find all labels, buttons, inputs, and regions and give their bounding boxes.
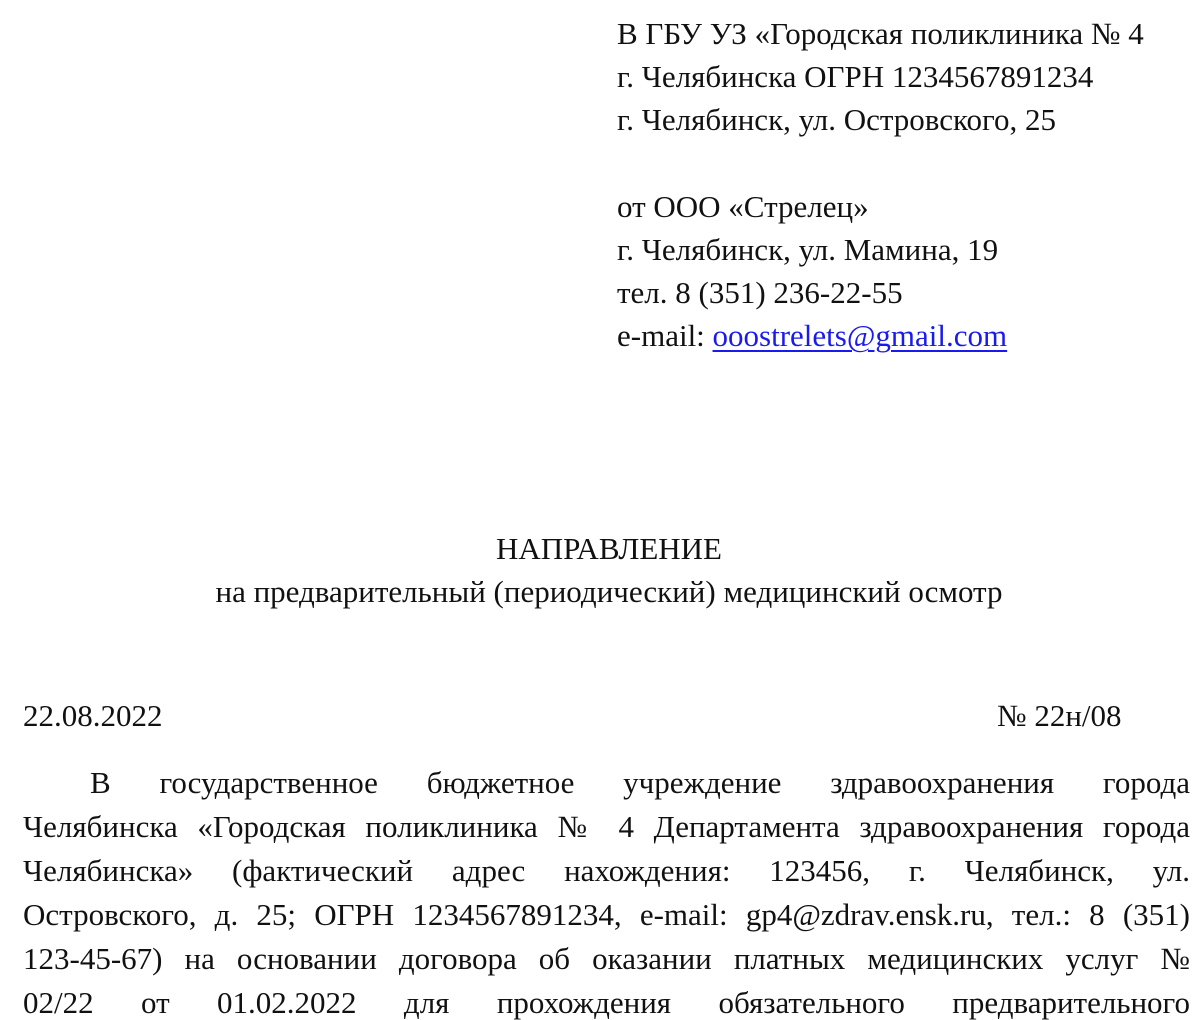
sender-phone: тел. 8 (351) 236-22-55 [617,275,903,310]
body-line: Челябинска» (фактический адрес нахождения: 123456, г. Челябинск, ул. [23,853,1190,888]
body-line: 02/22 от 01.02.2022 для прохождения обязательного предварительного [23,985,1190,1020]
addressee-line-3: г. Челябинск, ул. Островского, 25 [617,102,1056,137]
addressee-line-2: г. Челябинска ОГРН 1234567891234 [617,59,1094,94]
body-line: Островского, д. 25; ОГРН 1234567891234, e-mail: gp4@zdrav.ensk.ru, тел.: 8 (351) [23,897,1190,932]
addressee-line-1: В ГБУ УЗ «Городская поликлиника № 4 [617,16,1144,51]
document-title: НАПРАВЛЕНИЕ [496,531,722,566]
document-number: № 22н/08 [997,698,1122,733]
document-date: 22.08.2022 [23,698,163,733]
body-line: В государственное бюджетное учреждение здравоохранения города [90,765,1190,800]
sender-line-1: от ООО «Стрелец» [617,189,869,224]
sender-email-label: e-mail: [617,318,713,353]
sender-email-line [617,320,1007,351]
sender-line-2: г. Челябинск, ул. Мамина, 19 [617,232,999,267]
document-subtitle: на предварительный (периодический) медицинский осмотр [215,574,1003,609]
sender-email-link[interactable]: ooostrelets@gmail.com [712,318,1008,353]
body-line: Челябинска «Городская поликлиника № 4 Департамента здравоохранения города [23,809,1190,844]
body-line: 123-45-67) на основании договора об оказании платных медицинских услуг № [23,941,1190,976]
